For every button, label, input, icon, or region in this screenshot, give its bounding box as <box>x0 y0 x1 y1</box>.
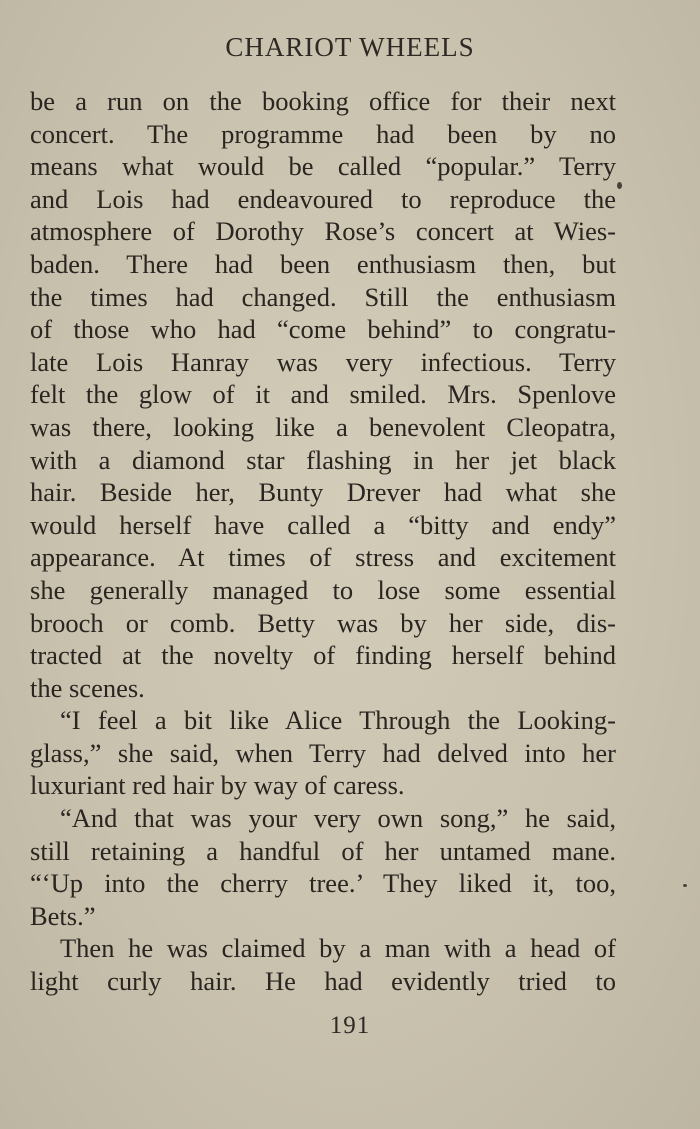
text-line: atmosphere of Dorothy Rose’s concert at Wies- <box>30 216 616 247</box>
text-line: would herself have called a “bitty and endy” <box>30 509 616 540</box>
text-line: hair. Beside her, Bunty Drever had what she <box>30 477 616 508</box>
ink-speck <box>683 884 687 887</box>
text-line: the times had changed. Still the enthusiasm <box>30 281 616 312</box>
text-line: and Lois had endeavoured to reproduce the <box>30 183 616 214</box>
text-line: glass,” she said, when Terry had delved into her <box>30 737 616 768</box>
body-text <box>30 85 616 998</box>
running-head: CHARIOT WHEELS <box>225 32 475 62</box>
text-line: light curly hair. He had evidently tried to <box>30 966 616 997</box>
text-line: tracted at the novelty of finding herself behind <box>30 640 616 671</box>
text-line: means what would be called “popular.” Terry <box>30 151 616 182</box>
text-line: late Lois Hanray was very infectious. Terry <box>30 346 616 377</box>
text-line: be a run on the booking office for their next <box>30 86 616 116</box>
text-line: felt the glow of it and smiled. Mrs. Spenlove <box>30 379 616 410</box>
text-line: brooch or comb. Betty was by her side, dis- <box>30 607 616 638</box>
text-line: appearance. At times of stress and excitement <box>30 542 616 573</box>
text-line: “And that was your very own song,” he said, <box>60 803 616 834</box>
text-line: Then he was claimed by a man with a head of <box>60 933 616 964</box>
text-line: luxuriant red hair by way of caress. <box>30 770 405 801</box>
text-line: was there, looking like a benevolent Cleopatra, <box>30 411 616 442</box>
text-line: still retaining a handful of her untamed mane. <box>30 835 616 866</box>
text-line: “I feel a bit like Alice Through the Looking- <box>60 705 616 736</box>
ink-speck <box>617 182 622 189</box>
text-line: with a diamond star flashing in her jet black <box>30 444 616 475</box>
text-line: the scenes. <box>30 672 145 703</box>
text-line: baden. There had been enthusiasm then, but <box>30 248 616 279</box>
text-line: she generally managed to lose some essential <box>30 574 616 605</box>
page-number: 191 <box>329 1012 371 1039</box>
text-line: of those who had “come behind” to congratu- <box>30 314 616 345</box>
text-line: Bets.” <box>30 900 96 931</box>
text-line: concert. The programme had been by no <box>30 118 616 149</box>
text-line: “‘Up into the cherry tree.’ They liked it, too, <box>30 868 616 899</box>
